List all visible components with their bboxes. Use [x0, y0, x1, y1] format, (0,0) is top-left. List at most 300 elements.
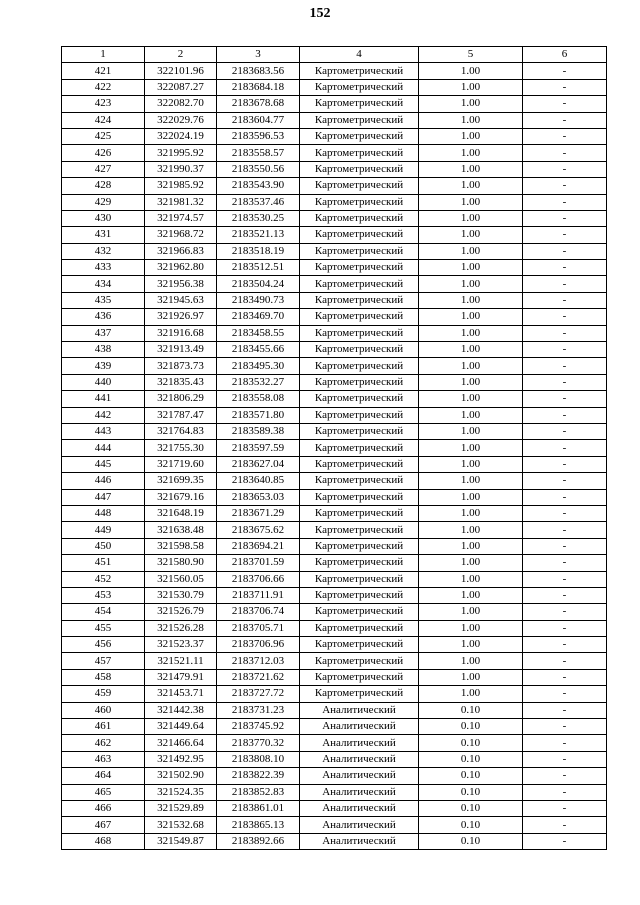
method-cell: Аналитический — [300, 751, 419, 767]
x-coordinate-cell: 321966.83 — [145, 243, 217, 259]
table-row — [62, 63, 607, 79]
note-cell: - — [523, 686, 607, 702]
point-number-cell: 465 — [62, 784, 145, 800]
accuracy-cell: 0.10 — [419, 751, 523, 767]
table-row — [62, 833, 607, 849]
method-cell: Картометрический — [300, 161, 419, 177]
note-cell: - — [523, 423, 607, 439]
note-cell: - — [523, 538, 607, 554]
point-number-cell: 461 — [62, 719, 145, 735]
x-coordinate-cell: 321492.95 — [145, 751, 217, 767]
table-row — [62, 751, 607, 767]
y-coordinate-cell: 2183865.13 — [217, 817, 300, 833]
accuracy-cell: 1.00 — [419, 79, 523, 95]
method-cell: Картометрический — [300, 210, 419, 226]
table-row — [62, 358, 607, 374]
note-cell: - — [523, 243, 607, 259]
method-cell: Картометрический — [300, 522, 419, 538]
note-cell: - — [523, 571, 607, 587]
x-coordinate-cell: 321985.92 — [145, 178, 217, 194]
method-cell: Картометрический — [300, 227, 419, 243]
y-coordinate-cell: 2183770.32 — [217, 735, 300, 751]
accuracy-cell: 1.00 — [419, 522, 523, 538]
table-row — [62, 342, 607, 358]
y-coordinate-cell: 2183701.59 — [217, 555, 300, 571]
table-row — [62, 292, 607, 308]
point-number-cell: 423 — [62, 96, 145, 112]
x-coordinate-cell: 322087.27 — [145, 79, 217, 95]
table-row — [62, 653, 607, 669]
point-number-cell: 455 — [62, 620, 145, 636]
x-coordinate-cell: 321526.79 — [145, 604, 217, 620]
accuracy-cell: 1.00 — [419, 128, 523, 144]
method-cell: Картометрический — [300, 423, 419, 439]
y-coordinate-cell: 2183504.24 — [217, 276, 300, 292]
x-coordinate-cell: 321916.68 — [145, 325, 217, 341]
accuracy-cell: 0.10 — [419, 702, 523, 718]
method-cell: Картометрический — [300, 555, 419, 571]
note-cell: - — [523, 292, 607, 308]
accuracy-cell: 1.00 — [419, 587, 523, 603]
note-cell: - — [523, 456, 607, 472]
method-cell: Аналитический — [300, 702, 419, 718]
accuracy-cell: 1.00 — [419, 604, 523, 620]
y-coordinate-cell: 2183705.71 — [217, 620, 300, 636]
note-cell: - — [523, 210, 607, 226]
method-cell: Картометрический — [300, 669, 419, 685]
page-number: 152 — [309, 6, 331, 21]
point-number-cell: 457 — [62, 653, 145, 669]
method-cell: Картометрический — [300, 538, 419, 554]
method-cell: Картометрический — [300, 63, 419, 79]
method-cell: Картометрический — [300, 473, 419, 489]
point-number-cell: 453 — [62, 587, 145, 603]
y-coordinate-cell: 2183683.56 — [217, 63, 300, 79]
accuracy-cell: 0.10 — [419, 784, 523, 800]
y-coordinate-cell: 2183455.66 — [217, 342, 300, 358]
method-cell: Картометрический — [300, 440, 419, 456]
note-cell: - — [523, 505, 607, 521]
y-coordinate-cell: 2183727.72 — [217, 686, 300, 702]
column-header: 5 — [419, 47, 523, 63]
accuracy-cell: 1.00 — [419, 407, 523, 423]
x-coordinate-cell: 321598.58 — [145, 538, 217, 554]
point-number-cell: 441 — [62, 391, 145, 407]
accuracy-cell: 1.00 — [419, 227, 523, 243]
note-cell: - — [523, 817, 607, 833]
x-coordinate-cell: 321981.32 — [145, 194, 217, 210]
note-cell: - — [523, 79, 607, 95]
table-row — [62, 489, 607, 505]
accuracy-cell: 1.00 — [419, 96, 523, 112]
y-coordinate-cell: 2183706.96 — [217, 637, 300, 653]
method-cell: Аналитический — [300, 784, 419, 800]
note-cell: - — [523, 145, 607, 161]
method-cell: Картометрический — [300, 325, 419, 341]
note-cell: - — [523, 161, 607, 177]
note-cell: - — [523, 194, 607, 210]
x-coordinate-cell: 321699.35 — [145, 473, 217, 489]
point-number-cell: 427 — [62, 161, 145, 177]
accuracy-cell: 1.00 — [419, 358, 523, 374]
y-coordinate-cell: 2183892.66 — [217, 833, 300, 849]
point-number-cell: 451 — [62, 555, 145, 571]
x-coordinate-cell: 321719.60 — [145, 456, 217, 472]
point-number-cell: 447 — [62, 489, 145, 505]
note-cell: - — [523, 604, 607, 620]
point-number-cell: 444 — [62, 440, 145, 456]
note-cell: - — [523, 276, 607, 292]
point-number-cell: 467 — [62, 817, 145, 833]
x-coordinate-cell: 321529.89 — [145, 800, 217, 816]
note-cell: - — [523, 735, 607, 751]
point-number-cell: 439 — [62, 358, 145, 374]
x-coordinate-cell: 321755.30 — [145, 440, 217, 456]
method-cell: Картометрический — [300, 637, 419, 653]
column-header: 3 — [217, 47, 300, 63]
point-number-cell: 431 — [62, 227, 145, 243]
accuracy-cell: 1.00 — [419, 178, 523, 194]
y-coordinate-cell: 2183721.62 — [217, 669, 300, 685]
point-number-cell: 430 — [62, 210, 145, 226]
y-coordinate-cell: 2183490.73 — [217, 292, 300, 308]
x-coordinate-cell: 321466.64 — [145, 735, 217, 751]
accuracy-cell: 1.00 — [419, 669, 523, 685]
x-coordinate-cell: 321442.38 — [145, 702, 217, 718]
x-coordinate-cell: 321648.19 — [145, 505, 217, 521]
method-cell: Картометрический — [300, 96, 419, 112]
x-coordinate-cell: 321787.47 — [145, 407, 217, 423]
x-coordinate-cell: 321638.48 — [145, 522, 217, 538]
point-number-cell: 426 — [62, 145, 145, 161]
x-coordinate-cell: 321523.37 — [145, 637, 217, 653]
table-row — [62, 637, 607, 653]
method-cell: Картометрический — [300, 456, 419, 472]
point-number-cell: 429 — [62, 194, 145, 210]
note-cell: - — [523, 260, 607, 276]
y-coordinate-cell: 2183550.56 — [217, 161, 300, 177]
accuracy-cell: 0.10 — [419, 817, 523, 833]
point-number-cell: 433 — [62, 260, 145, 276]
accuracy-cell: 1.00 — [419, 243, 523, 259]
note-cell: - — [523, 489, 607, 505]
method-cell: Картометрический — [300, 374, 419, 390]
y-coordinate-cell: 2183640.85 — [217, 473, 300, 489]
method-cell: Картометрический — [300, 505, 419, 521]
x-coordinate-cell: 321521.11 — [145, 653, 217, 669]
note-cell: - — [523, 587, 607, 603]
point-number-cell: 422 — [62, 79, 145, 95]
table-row — [62, 620, 607, 636]
point-number-cell: 424 — [62, 112, 145, 128]
accuracy-cell: 1.00 — [419, 423, 523, 439]
table-row — [62, 374, 607, 390]
accuracy-cell: 1.00 — [419, 620, 523, 636]
accuracy-cell: 1.00 — [419, 686, 523, 702]
method-cell: Картометрический — [300, 358, 419, 374]
method-cell: Картометрический — [300, 112, 419, 128]
note-cell: - — [523, 112, 607, 128]
method-cell: Аналитический — [300, 833, 419, 849]
y-coordinate-cell: 2183518.19 — [217, 243, 300, 259]
x-coordinate-cell: 321835.43 — [145, 374, 217, 390]
x-coordinate-cell: 321679.16 — [145, 489, 217, 505]
y-coordinate-cell: 2183597.59 — [217, 440, 300, 456]
point-number-cell: 446 — [62, 473, 145, 489]
accuracy-cell: 1.00 — [419, 342, 523, 358]
table-row — [62, 555, 607, 571]
point-number-cell: 438 — [62, 342, 145, 358]
y-coordinate-cell: 2183604.77 — [217, 112, 300, 128]
point-number-cell: 421 — [62, 63, 145, 79]
table-row — [62, 440, 607, 456]
y-coordinate-cell: 2183822.39 — [217, 768, 300, 784]
note-cell: - — [523, 751, 607, 767]
note-cell: - — [523, 407, 607, 423]
point-number-cell: 466 — [62, 800, 145, 816]
x-coordinate-cell: 321806.29 — [145, 391, 217, 407]
note-cell: - — [523, 473, 607, 489]
column-header: 1 — [62, 47, 145, 63]
table-row — [62, 604, 607, 620]
x-coordinate-cell: 321530.79 — [145, 587, 217, 603]
accuracy-cell: 1.00 — [419, 260, 523, 276]
y-coordinate-cell: 2183596.53 — [217, 128, 300, 144]
x-coordinate-cell: 321479.91 — [145, 669, 217, 685]
accuracy-cell: 0.10 — [419, 768, 523, 784]
table-row — [62, 800, 607, 816]
x-coordinate-cell: 321956.38 — [145, 276, 217, 292]
note-cell: - — [523, 555, 607, 571]
point-number-cell: 459 — [62, 686, 145, 702]
note-cell: - — [523, 358, 607, 374]
table-row — [62, 686, 607, 702]
x-coordinate-cell: 321502.90 — [145, 768, 217, 784]
method-cell: Аналитический — [300, 768, 419, 784]
y-coordinate-cell: 2183706.66 — [217, 571, 300, 587]
table-row — [62, 210, 607, 226]
accuracy-cell: 1.00 — [419, 555, 523, 571]
x-coordinate-cell: 321995.92 — [145, 145, 217, 161]
table-row — [62, 735, 607, 751]
y-coordinate-cell: 2183537.46 — [217, 194, 300, 210]
method-cell: Картометрический — [300, 79, 419, 95]
method-cell: Картометрический — [300, 653, 419, 669]
x-coordinate-cell: 322101.96 — [145, 63, 217, 79]
accuracy-cell: 1.00 — [419, 63, 523, 79]
accuracy-cell: 1.00 — [419, 276, 523, 292]
note-cell: - — [523, 833, 607, 849]
table-row — [62, 473, 607, 489]
y-coordinate-cell: 2183706.74 — [217, 604, 300, 620]
accuracy-cell: 1.00 — [419, 538, 523, 554]
point-number-cell: 454 — [62, 604, 145, 620]
accuracy-cell: 1.00 — [419, 489, 523, 505]
table-header-row — [62, 47, 607, 63]
coordinates-table — [61, 46, 607, 850]
table-body — [62, 63, 607, 850]
point-number-cell: 425 — [62, 128, 145, 144]
point-number-cell: 428 — [62, 178, 145, 194]
accuracy-cell: 0.10 — [419, 719, 523, 735]
table-row — [62, 505, 607, 521]
table-row — [62, 571, 607, 587]
method-cell: Картометрический — [300, 309, 419, 325]
point-number-cell: 432 — [62, 243, 145, 259]
table-row — [62, 96, 607, 112]
method-cell: Картометрический — [300, 587, 419, 603]
method-cell: Картометрический — [300, 194, 419, 210]
point-number-cell: 463 — [62, 751, 145, 767]
method-cell: Картометрический — [300, 620, 419, 636]
y-coordinate-cell: 2183589.38 — [217, 423, 300, 439]
accuracy-cell: 1.00 — [419, 194, 523, 210]
method-cell: Картометрический — [300, 145, 419, 161]
accuracy-cell: 1.00 — [419, 309, 523, 325]
accuracy-cell: 1.00 — [419, 571, 523, 587]
note-cell: - — [523, 669, 607, 685]
x-coordinate-cell: 321526.28 — [145, 620, 217, 636]
accuracy-cell: 1.00 — [419, 145, 523, 161]
note-cell: - — [523, 374, 607, 390]
method-cell: Аналитический — [300, 719, 419, 735]
x-coordinate-cell: 321968.72 — [145, 227, 217, 243]
method-cell: Картометрический — [300, 243, 419, 259]
point-number-cell: 450 — [62, 538, 145, 554]
note-cell: - — [523, 440, 607, 456]
accuracy-cell: 1.00 — [419, 440, 523, 456]
y-coordinate-cell: 2183861.01 — [217, 800, 300, 816]
note-cell: - — [523, 768, 607, 784]
table-row — [62, 784, 607, 800]
accuracy-cell: 0.10 — [419, 800, 523, 816]
table-row — [62, 243, 607, 259]
table-row — [62, 227, 607, 243]
x-coordinate-cell: 321524.35 — [145, 784, 217, 800]
accuracy-cell: 0.10 — [419, 735, 523, 751]
method-cell: Картометрический — [300, 260, 419, 276]
y-coordinate-cell: 2183678.68 — [217, 96, 300, 112]
y-coordinate-cell: 2183745.92 — [217, 719, 300, 735]
table-row — [62, 768, 607, 784]
y-coordinate-cell: 2183712.03 — [217, 653, 300, 669]
accuracy-cell: 1.00 — [419, 653, 523, 669]
table-row — [62, 538, 607, 554]
table-row — [62, 522, 607, 538]
y-coordinate-cell: 2183675.62 — [217, 522, 300, 538]
method-cell: Картометрический — [300, 178, 419, 194]
table-row — [62, 112, 607, 128]
point-number-cell: 437 — [62, 325, 145, 341]
method-cell: Картометрический — [300, 407, 419, 423]
point-number-cell: 434 — [62, 276, 145, 292]
accuracy-cell: 1.00 — [419, 161, 523, 177]
x-coordinate-cell: 321945.63 — [145, 292, 217, 308]
accuracy-cell: 1.00 — [419, 456, 523, 472]
accuracy-cell: 1.00 — [419, 325, 523, 341]
y-coordinate-cell: 2183458.55 — [217, 325, 300, 341]
note-cell: - — [523, 227, 607, 243]
method-cell: Аналитический — [300, 735, 419, 751]
note-cell: - — [523, 128, 607, 144]
x-coordinate-cell: 321873.73 — [145, 358, 217, 374]
note-cell: - — [523, 96, 607, 112]
table-row — [62, 178, 607, 194]
point-number-cell: 445 — [62, 456, 145, 472]
table-row — [62, 276, 607, 292]
accuracy-cell: 1.00 — [419, 210, 523, 226]
point-number-cell: 468 — [62, 833, 145, 849]
table-row — [62, 702, 607, 718]
point-number-cell: 462 — [62, 735, 145, 751]
note-cell: - — [523, 702, 607, 718]
y-coordinate-cell: 2183521.13 — [217, 227, 300, 243]
accuracy-cell: 1.00 — [419, 473, 523, 489]
y-coordinate-cell: 2183671.29 — [217, 505, 300, 521]
note-cell: - — [523, 522, 607, 538]
note-cell: - — [523, 325, 607, 341]
x-coordinate-cell: 321549.87 — [145, 833, 217, 849]
y-coordinate-cell: 2183543.90 — [217, 178, 300, 194]
point-number-cell: 435 — [62, 292, 145, 308]
note-cell: - — [523, 800, 607, 816]
method-cell: Картометрический — [300, 604, 419, 620]
point-number-cell: 436 — [62, 309, 145, 325]
x-coordinate-cell: 321974.57 — [145, 210, 217, 226]
method-cell: Картометрический — [300, 686, 419, 702]
point-number-cell: 456 — [62, 637, 145, 653]
note-cell: - — [523, 719, 607, 735]
accuracy-cell: 0.10 — [419, 833, 523, 849]
x-coordinate-cell: 321532.68 — [145, 817, 217, 833]
note-cell: - — [523, 391, 607, 407]
column-header: 4 — [300, 47, 419, 63]
y-coordinate-cell: 2183571.80 — [217, 407, 300, 423]
point-number-cell: 458 — [62, 669, 145, 685]
table-row — [62, 669, 607, 685]
column-header: 6 — [523, 47, 607, 63]
method-cell: Аналитический — [300, 800, 419, 816]
y-coordinate-cell: 2183512.51 — [217, 260, 300, 276]
method-cell: Аналитический — [300, 817, 419, 833]
note-cell: - — [523, 178, 607, 194]
method-cell: Картометрический — [300, 292, 419, 308]
accuracy-cell: 1.00 — [419, 292, 523, 308]
table-row — [62, 325, 607, 341]
x-coordinate-cell: 321764.83 — [145, 423, 217, 439]
note-cell: - — [523, 784, 607, 800]
y-coordinate-cell: 2183532.27 — [217, 374, 300, 390]
note-cell: - — [523, 63, 607, 79]
method-cell: Картометрический — [300, 342, 419, 358]
table-row — [62, 260, 607, 276]
point-number-cell: 442 — [62, 407, 145, 423]
accuracy-cell: 1.00 — [419, 374, 523, 390]
y-coordinate-cell: 2183808.10 — [217, 751, 300, 767]
y-coordinate-cell: 2183653.03 — [217, 489, 300, 505]
y-coordinate-cell: 2183530.25 — [217, 210, 300, 226]
table-row — [62, 456, 607, 472]
y-coordinate-cell: 2183731.23 — [217, 702, 300, 718]
x-coordinate-cell: 321913.49 — [145, 342, 217, 358]
y-coordinate-cell: 2183684.18 — [217, 79, 300, 95]
y-coordinate-cell: 2183558.08 — [217, 391, 300, 407]
point-number-cell: 449 — [62, 522, 145, 538]
accuracy-cell: 1.00 — [419, 637, 523, 653]
y-coordinate-cell: 2183558.57 — [217, 145, 300, 161]
y-coordinate-cell: 2183852.83 — [217, 784, 300, 800]
x-coordinate-cell: 321962.80 — [145, 260, 217, 276]
